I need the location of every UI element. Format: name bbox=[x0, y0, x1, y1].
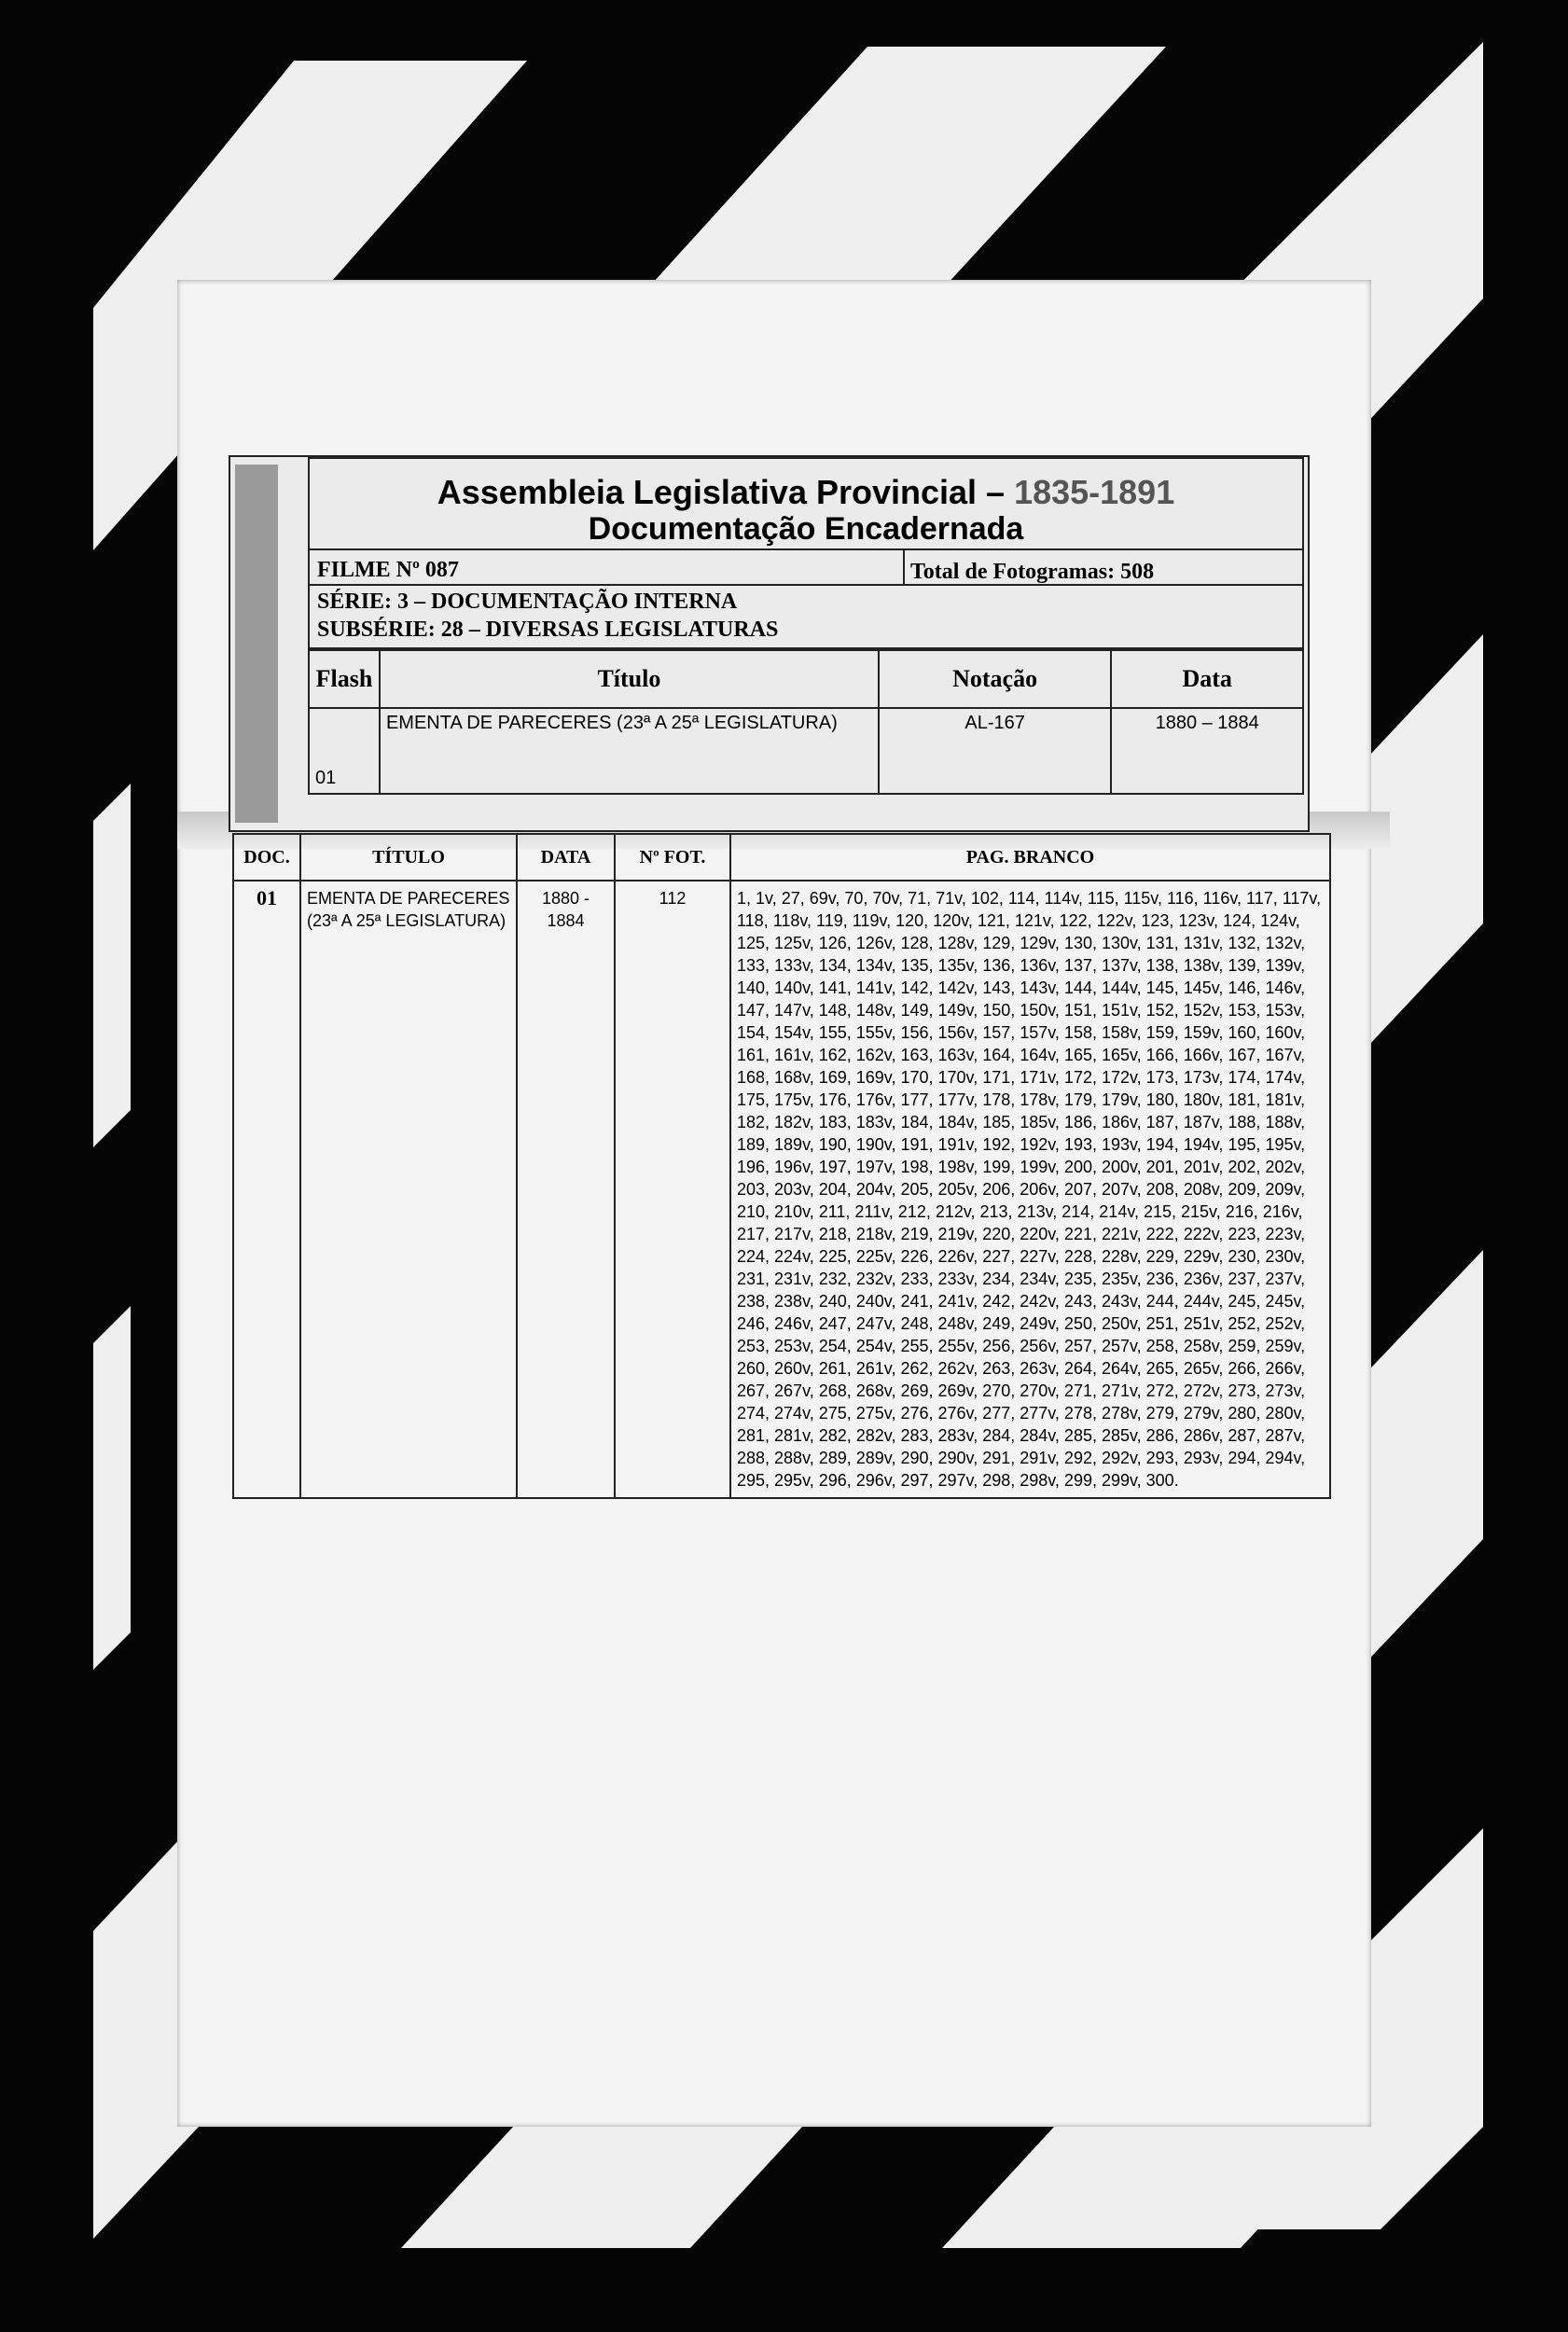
slip-table-header bbox=[309, 650, 1303, 708]
document-subtitle: Documentação Encadernada bbox=[588, 511, 1024, 547]
table-row bbox=[309, 708, 1303, 794]
header-titulo: Título bbox=[380, 650, 879, 708]
cell-nfot: 112 bbox=[615, 881, 730, 1498]
header-doc: DOC. bbox=[233, 834, 300, 881]
slip-content bbox=[308, 457, 1304, 828]
header-nfot: Nº FOT. bbox=[615, 834, 730, 881]
header-titulo: TÍTULO bbox=[300, 834, 517, 881]
cell-titulo: EMENTA DE PARECERES (23ª A 25ª LEGISLATURA) bbox=[300, 881, 517, 1498]
cell-pag-branco: 1, 1v, 27, 69v, 70, 70v, 71, 71v, 102, 114, 114v, 115, 115v, 116, 116v, 117, 117v, 118, 118v, 119, 119v, 120, 120v, 121, 121v, 122, 122v, 123, 123v, 124, 124v, 125, 125v, 126, 126v, 128, 128v, 129, 129v, 130, 130v, 131, 131v, 132, 132v, 133, 133v, 134, 134v, 135, 135v, 136, 136v, 137, 137v, 138, 138v, 139, 139v, 140, 140v, 141, 141v, 142, 142v, 143, 143v, 144, 144v, 145, 145v, 146, 146v, 147, 147v, 148, 148v, 149, 149v, 150, 150v, 151, 151v, 152, 152v, 153, 153v, 154, 154v, 155, 155v, 156, 156v, 157, 157v, 158, 158v, 159, 159v, 160, 160v, 161, 161v, 162, 162v, 163, 163v, 164, 164v, 165, 165v, 166, 166v, 167, 167v, 168, 168v, 169, 169v, 170, 170v, 171, 171v, 172, 172v, 173, 173v, 174, 174v, 175, 175v, 176, 176v, 177, 177v, 178, 178v, 179, 179v, 180, 180v, 181, 181v, 182, 182v, 183, 183v, 184, 184v, 185, 185v, 186, 186v, 187, 187v, 188, 188v, 189, 189v, 190, 190v, 191, 191v, 192, 192v, 193, 193v, 194, 194v, 195, 195v, 196, 196v, 197, 197v, 198, 198v, 199, 199v, 200, 200v, 201, 201v, 202, 202v, 203, 203v, 204, 204v, 205, 205v, 206, 206v, 207, 207v, 208, 208v, 209, 209v, 210, 210v, 211, 211v, 212, 212v, 213, 213v, 214, 214v, 215, 215v, 216, 216v, 217, 217v, 218, 218v, 219, 219v, 220, 220v, 221, 221v, 222, 222v, 223, 223v, 224, 224v, 225, 225v, 226, 226v, 227, 227v, 228, 228v, 229, 229v, 230, 230v, 231, 231v, 232, 232v, 233, 233v, 234, 234v, 235, 235v, 236, 236v, 237, 237v, 238, 238v, 240, 240v, 241, 241v, 242, 242v, 243, 243v, 244, 244v, 245, 245v, 246, 246v, 247, 247v, 248, 248v, 249, 249v, 250, 250v, 251, 251v, 252, 252v, 253, 253v, 254, 254v, 255, 255v, 256, 256v, 257, 257v, 258, 258v, 259, 259v, 260, 260v, 261, 261v, 262, 262v, 263, 263v, 264, 264v, 265, 265v, 266, 266v, 267, 267v, 268, 268v, 269, 269v, 270, 270v, 271, 271v, 272, 272v, 273, 273v, 274, 274v, 275, 275v, 276, 276v, 277, 277v, 278, 278v, 279, 279v, 280, 280v, 281, 281v, 282, 282v, 283, 283v, 284, 284v, 285, 285v, 286, 286v, 287, 287v, 288, 288v, 289, 289v, 290, 290v, 291, 291v, 292, 292v, 293, 293v, 294, 294v, 295, 295v, 296, 296v, 297, 297v, 298, 298v, 299, 299v, 300. bbox=[730, 881, 1330, 1498]
total-fotogramas: Total de Fotogramas: 508 bbox=[903, 550, 1154, 584]
filme-row bbox=[308, 550, 1304, 586]
main-table-header bbox=[233, 834, 1330, 881]
header-data: DATA bbox=[517, 834, 615, 881]
cell-data: 1880 – 1884 bbox=[1111, 708, 1303, 794]
cell-notacao: AL-167 bbox=[879, 708, 1112, 794]
header-data: Data bbox=[1111, 650, 1303, 708]
table-row bbox=[233, 881, 1330, 1498]
subserie-label: SUBSÉRIE: 28 – DIVERSAS LEGISLATURAS bbox=[317, 618, 779, 642]
header-flash: Flash bbox=[309, 650, 380, 708]
slip-table bbox=[308, 649, 1304, 795]
header-pag-branco: PAG. BRANCO bbox=[730, 834, 1330, 881]
cell-titulo: EMENTA DE PARECERES (23ª A 25ª LEGISLATURA) bbox=[380, 708, 879, 794]
serie-label: SÉRIE: 3 – DOCUMENTAÇÃO INTERNA bbox=[317, 590, 738, 614]
serie-row bbox=[308, 586, 1304, 649]
cell-doc: 01 bbox=[233, 881, 300, 1498]
slip-gray-bar bbox=[235, 465, 278, 823]
header-title-box bbox=[308, 457, 1304, 550]
filme-number: FILME Nº 087 bbox=[317, 558, 459, 582]
title-years: 1835-1891 bbox=[1014, 473, 1175, 511]
cell-data: 1880 - 1884 bbox=[517, 881, 615, 1498]
document-title bbox=[310, 474, 1302, 511]
title-prefix: Assembleia Legislativa Provincial – bbox=[437, 473, 1015, 511]
header-notacao: Notação bbox=[879, 650, 1112, 708]
cell-flash: 01 bbox=[309, 708, 380, 794]
blank-pages-table bbox=[232, 833, 1331, 1499]
